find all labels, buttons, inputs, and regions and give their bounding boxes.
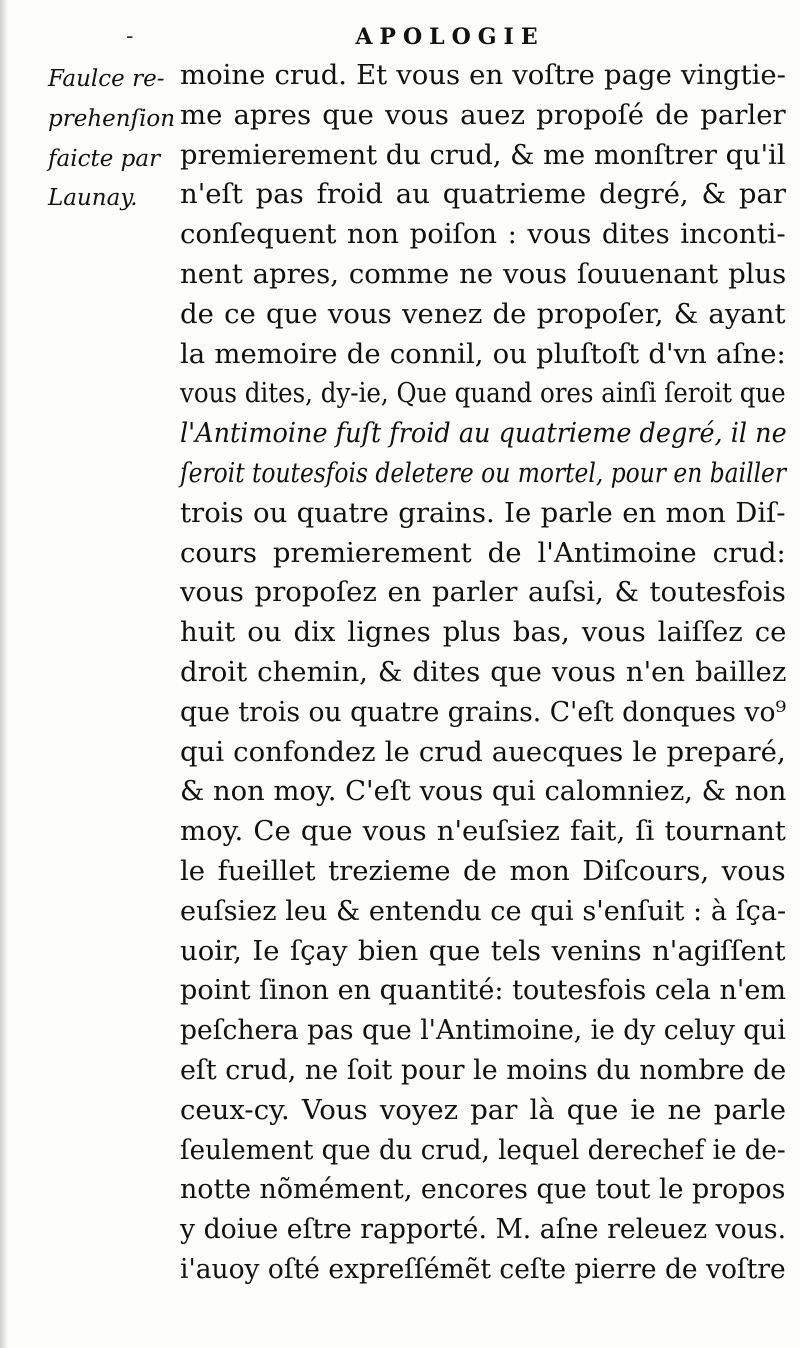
text-line: vous propoſez en parler auſsi, & toutesfois [180,576,786,609]
text-line: nent apres, comme ne vous ſouuenant plus [180,257,787,290]
text-line: uoir, Ie ſçay bien que tels venins n'agiſſent [180,934,786,967]
text-line: huit ou dix lignes plus bas, vous laiſſez ce [180,616,787,649]
margin-note [48,60,178,219]
text-line: droit chemin, & dites que vous n'en baillez [180,655,787,688]
margin-note-line: Faulce re- [48,66,165,92]
margin-note-line: prehenſion [48,105,176,132]
page-gutter-shadow [0,0,8,1348]
text-line: n'eſt pas froid au quatrieme degré, & par [180,178,787,211]
head-mark: - [126,24,134,49]
margin-note-line: faicte par [48,145,161,172]
text-line: peſchera pas que l'Antimoine, ie dy celuy qui [180,1014,786,1047]
text-line: trois ou quatre grains. Ie parle en mon Diſ- [180,496,786,529]
text-line: de ce que vous venez de propoſer, & ayant [180,297,786,330]
text-line: la memoire de connil, ou pluſtoſt d'vn aſne: [180,337,786,370]
text-line: que trois ou quatre grains. C'eſt donques vo⁹ [180,695,787,728]
text-line: ſeroit toutesfois deletere ou mortel, pour en bailler [180,456,787,489]
text-line: vous dites, dy-ie, Que quand ores ainſi ſeroit que [180,377,786,410]
text-line: eſt crud, ne ſoit pour le moins du nombre de [180,1053,787,1086]
text-line: & non moy. C'eſt vous qui calomniez, & non [180,775,787,808]
text-line: ceux-cy. Vous voyez par là que ie ne parle [180,1093,787,1126]
text-line: moy. Ce que vous n'euſsiez fait, ſi tournant [180,815,786,848]
text-line: notte nõmément, encores que tout le propos [180,1173,786,1206]
text-line: l'Antimoine fuſt froid au quatrieme degré, il ne [180,417,787,450]
text-line: y doiue eſtre rapporté. M. aſne releuez vous. [180,1213,787,1246]
text-line: i'auoy oſté expreſſémẽt ceſte pierre de voſtre [180,1252,786,1285]
text-line: cours premierement de l'Antimoine crud: [180,536,786,569]
margin-note-line: Launay. [48,185,138,212]
text-line: le fueillet trezieme de mon Diſcours, vous [180,854,786,887]
running-head: APOLOGIE [355,24,545,50]
text-line: moine crud. Et vous en voſtre page vingtie- [180,59,786,91]
text-line: conſequent non poiſon : vous dites inconti- [180,218,786,251]
text-line: point ſinon en quantité: toutesfois cela n'em [180,974,787,1007]
text-line: premierement du crud, & me monſtrer qu'il [180,138,786,171]
body-text [180,56,792,1290]
text-line: euſsiez leu & entendu ce qui s'enſuit : à ſça- [180,894,787,927]
text-line: me apres que vous auez propoſé de parler [180,98,786,131]
text-line: ſeulement que du crud, lequel derechef ie de- [180,1133,786,1166]
text-line: qui confondez le crud auecques le preparé, [180,735,786,768]
